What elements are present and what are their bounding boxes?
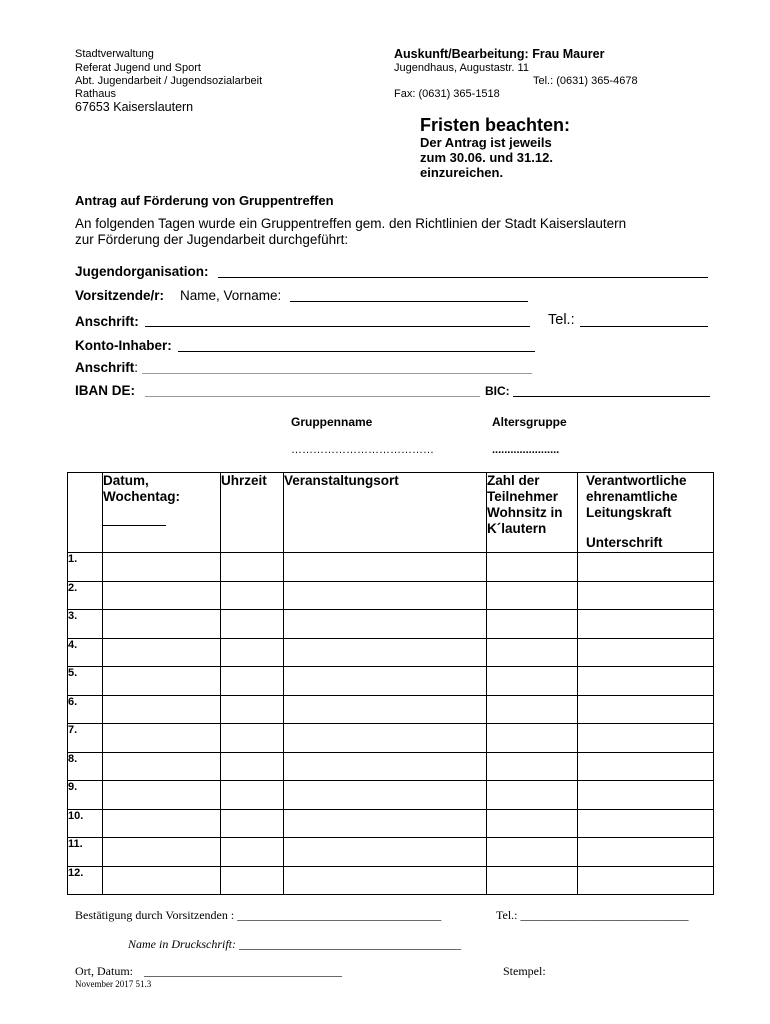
header-leader-line-1: Verantwortliche [586,473,687,488]
header-leader [578,473,714,553]
meetings-table [67,472,714,895]
form-title: Antrag auf Förderung von Gruppentreffen [75,193,334,208]
sender-line-1: Stadtverwaltung [75,48,154,60]
age-group-dots[interactable]: ...................... [492,444,560,456]
row-signature-cell[interactable] [578,610,714,639]
header-venue: Veranstaltungsort [284,473,487,553]
row-venue-cell[interactable] [284,781,487,810]
table-row [68,866,714,895]
row-venue-cell[interactable] [284,838,487,867]
header-date-line-1: Datum, [103,473,149,488]
row-participants-cell[interactable] [487,866,578,895]
table-row [68,781,714,810]
header-participants-line-3: Wohnsitz in [487,505,563,520]
row-number: 7. [68,724,103,753]
confirm-label: Bestätigung durch Vorsitzenden : [75,908,235,922]
header-signature: Unterschrift [586,535,663,550]
table-row [68,610,714,639]
tel-label: Tel.: [548,312,575,328]
form-intro-1: An folgenden Tagen wurde ein Gruppentreffen gem. den Richtlinien der Stadt Kaiserslautern [75,216,627,231]
row-signature-cell[interactable] [578,809,714,838]
row-participants-cell[interactable] [487,838,578,867]
row-date-cell[interactable] [103,638,221,667]
row-time-cell[interactable] [221,581,284,610]
org-input-line[interactable] [218,263,708,278]
row-number: 2. [68,581,103,610]
deadline-line-3: einzureichen. [420,165,504,180]
row-number: 6. [68,695,103,724]
table-row [68,809,714,838]
deadline-title: Fristen beachten: [420,115,571,135]
account-label: Konto-Inhaber: [75,338,172,353]
address-label: Anschrift: [75,314,139,329]
row-time-cell[interactable] [221,667,284,696]
sender-line-4: Rathaus [75,88,116,100]
row-number: 8. [68,752,103,781]
row-participants-cell[interactable] [487,695,578,724]
row-signature-cell[interactable] [578,553,714,582]
row-venue-cell[interactable] [284,581,487,610]
row-participants-cell[interactable] [487,724,578,753]
header-participants [487,473,578,553]
row-number: 9. [68,781,103,810]
row-venue-cell[interactable] [284,553,487,582]
row-time-cell[interactable] [221,809,284,838]
row-signature-cell[interactable] [578,866,714,895]
chair-input-line[interactable] [290,287,528,302]
group-name-dots[interactable]: ………………………………… [291,444,434,456]
row-date-cell[interactable] [103,866,221,895]
row-time-cell[interactable] [221,724,284,753]
age-group-label: Altersgruppe [492,415,567,429]
table-row [68,581,714,610]
print-name-label: Name in Druckschrift: [128,937,236,951]
chair-label: Vorsitzende/r: [75,288,165,303]
address2-input-line[interactable] [142,360,532,374]
deadline-line-2: zum 30.06. und 31.12. [420,150,553,165]
row-time-cell[interactable] [221,752,284,781]
row-participants-cell[interactable] [487,781,578,810]
row-participants-cell[interactable] [487,809,578,838]
header-time: Uhrzeit [221,473,284,553]
row-signature-cell[interactable] [578,695,714,724]
table-row [68,667,714,696]
header-number [68,473,103,553]
row-date-cell[interactable] [103,781,221,810]
table-row [68,553,714,582]
row-time-cell[interactable] [221,838,284,867]
row-participants-cell[interactable] [487,610,578,639]
sender-line-3: Abt. Jugendarbeit / Jugendsozialarbeit [75,75,263,87]
row-time-cell[interactable] [221,781,284,810]
chair-sub-label: Name, Vorname: [180,288,282,303]
row-venue-cell[interactable] [284,667,487,696]
group-name-label: Gruppenname [291,415,373,429]
row-participants-cell[interactable] [487,553,578,582]
header-date-line [103,525,166,526]
table-row [68,752,714,781]
row-signature-cell[interactable] [578,838,714,867]
iban-input-line[interactable] [145,383,480,397]
row-date-cell[interactable] [103,610,221,639]
sender-line-2: Referat Jugend und Sport [75,62,201,74]
row-date-cell[interactable] [103,553,221,582]
org-label: Jugendorganisation: [75,264,209,279]
row-date-cell[interactable] [103,809,221,838]
row-signature-cell[interactable] [578,667,714,696]
version-note: November 2017 51.3 [75,979,152,989]
print-name-input-line[interactable]: _____________________________________ [238,937,461,951]
row-number: 4. [68,638,103,667]
header-participants-line-1: Zahl der [487,473,540,488]
row-date-cell[interactable] [103,724,221,753]
account-input-line[interactable] [178,338,535,352]
row-date-cell[interactable] [103,695,221,724]
row-number: 5. [68,667,103,696]
row-time-cell[interactable] [221,638,284,667]
bic-input-line[interactable] [513,383,710,397]
row-signature-cell[interactable] [578,752,714,781]
row-date-cell[interactable] [103,752,221,781]
table-row [68,838,714,867]
row-signature-cell[interactable] [578,724,714,753]
table-row [68,695,714,724]
row-participants-cell[interactable] [487,667,578,696]
row-venue-cell[interactable] [284,809,487,838]
tel-input-line[interactable] [580,312,708,327]
row-number: 3. [68,610,103,639]
row-time-cell[interactable] [221,866,284,895]
contact-tel: Tel.: (0631) 365-4678 [533,75,638,87]
form-intro-2: zur Förderung der Jugendarbeit durchgeführt: [75,232,349,247]
header-participants-line-2: Teilnehmer [487,489,559,504]
header-leader-line-3: Leitungskraft [586,505,672,520]
row-venue-cell[interactable] [284,638,487,667]
bic-label: BIC: [485,384,510,398]
sender-line-5: 67653 Kaiserslautern [75,100,194,114]
address2-label: Anschrift [75,360,135,375]
contact-title: Auskunft/Bearbeitung: Frau Maurer [394,47,605,61]
table-header-row [68,473,714,553]
confirm-input-line[interactable]: __________________________________ [237,908,442,922]
address2-colon: : [134,360,139,375]
row-signature-cell[interactable] [578,581,714,610]
header-date [103,473,221,553]
header-date-line-2: Wochentag: [103,489,180,504]
address-input-line[interactable] [145,312,530,327]
row-signature-cell[interactable] [578,781,714,810]
row-venue-cell[interactable] [284,866,487,895]
row-date-cell[interactable] [103,581,221,610]
row-venue-cell[interactable] [284,610,487,639]
row-venue-cell[interactable] [284,724,487,753]
footer-tel-input-line[interactable]: ____________________________ [520,908,689,922]
row-venue-cell[interactable] [284,695,487,724]
row-number: 11. [68,838,103,867]
row-number: 12. [68,866,103,895]
row-time-cell[interactable] [221,553,284,582]
place-date-input-line[interactable]: _________________________________ [144,964,342,978]
footer-tel-label: Tel.: [496,908,518,922]
contact-fax: Fax: (0631) 365-1518 [394,88,500,100]
header-leader-line-2: ehrenamtliche [586,489,678,504]
row-number: 10. [68,809,103,838]
stamp-label: Stempel: [503,964,546,978]
row-venue-cell[interactable] [284,752,487,781]
row-date-cell[interactable] [103,838,221,867]
header-participants-line-4: K´lautern [487,521,547,536]
row-time-cell[interactable] [221,695,284,724]
place-date-label: Ort, Datum: [75,964,133,978]
deadline-line-1: Der Antrag ist jeweils [420,135,552,150]
table-row [68,638,714,667]
row-date-cell[interactable] [103,667,221,696]
row-signature-cell[interactable] [578,638,714,667]
row-participants-cell[interactable] [487,638,578,667]
table-row [68,724,714,753]
row-participants-cell[interactable] [487,752,578,781]
row-time-cell[interactable] [221,610,284,639]
row-number: 1. [68,553,103,582]
iban-label: IBAN DE: [75,383,135,398]
contact-address: Jugendhaus, Augustastr. 11 [394,62,529,74]
row-participants-cell[interactable] [487,581,578,610]
